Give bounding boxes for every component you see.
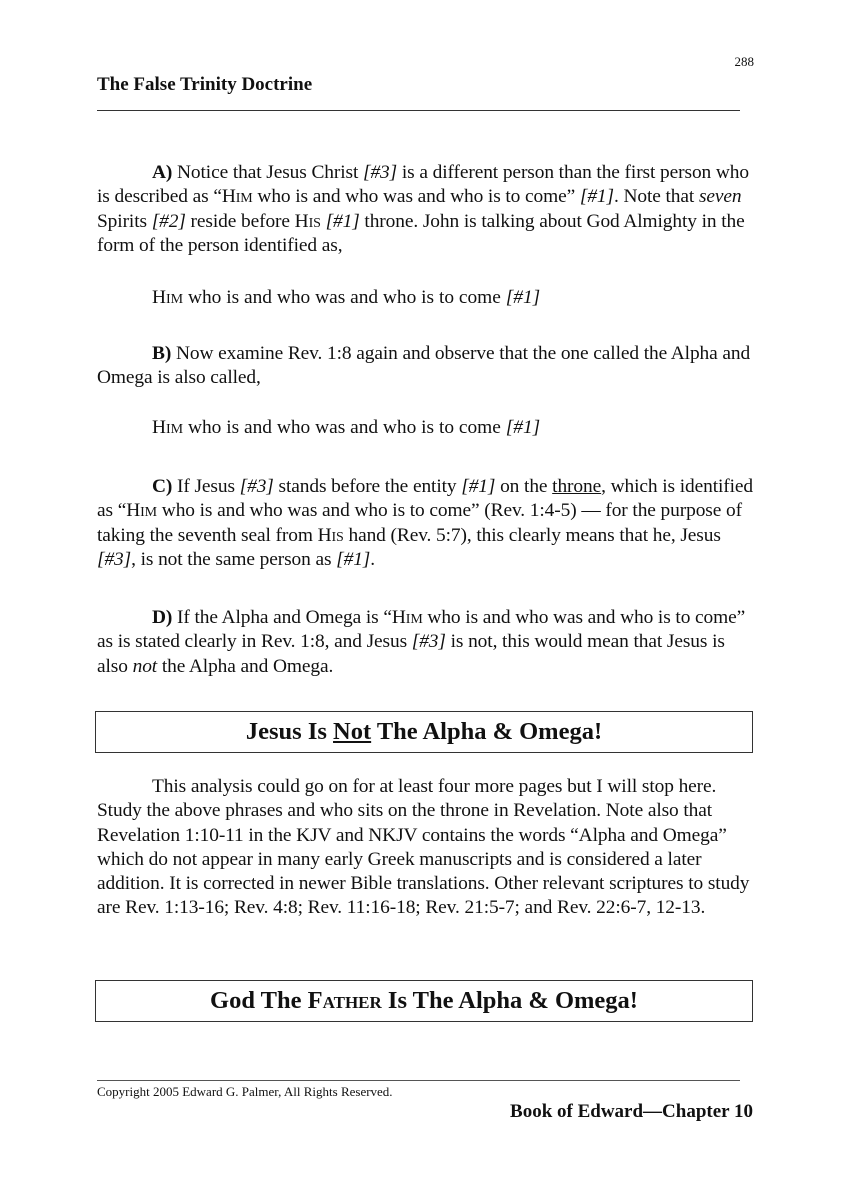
text: , which is identified as “ [97,476,754,522]
text: Spirits [97,210,152,232]
reference: [#1] [461,476,496,497]
paragraph-label: A) [152,162,173,183]
paragraph-a [97,161,757,258]
text: is a different person than the first person who is described as “ [97,162,749,208]
text: The Alpha & Omega! [371,718,603,745]
text: If the Alpha and Omega is “ [172,607,392,628]
text: who is and who was and who is to come” as is stated clearly in Rev. 1:8, and Jesus [97,607,746,653]
callout-box-jesus-not-alpha-omega [95,711,753,753]
text: on the [495,476,553,497]
reference: [#3] [411,631,446,653]
text: , is not the same person as [131,548,337,570]
reference: [#1] [325,210,360,232]
text: God The [210,987,308,1014]
page-number: 288 [734,54,754,69]
small-caps-text: Father [307,987,382,1014]
text: If Jesus [172,476,240,497]
text: the Alpha and Omega. [157,655,334,677]
text: . Note that [613,186,699,208]
paragraph-label: B) [152,343,172,364]
small-caps-text: Him [391,607,423,628]
reference: [#3] [363,162,398,183]
paragraph-b [97,342,757,391]
paragraph-analysis: This analysis could go on for at least four more pages but I will stop here. Study the above phrases and who sits on the throne in Revelation. Note also that Revelation 1:10-11 in the KJV and NKJV contains the words “Alpha and Omega” which do not appear in many early Greek manuscripts and is considered a later addition. It is corrected in newer Bible translations. Other relevant scriptures to study are Rev. 1:13-16; Rev. 4:8; Rev. 11:16-18; Rev. 21:5-7; and Rev. 22:6-7, 12-13. [97,776,750,919]
reference: [#1] [505,287,541,308]
paragraph-label: D) [152,607,173,628]
reference: [#3] [97,548,132,570]
text: stands before the entity [273,476,462,497]
paragraph-c [97,475,757,572]
text: reside before [185,210,295,232]
small-caps-text: His [294,210,321,232]
small-caps-text: His [317,524,344,546]
text: Jesus Is [245,718,334,745]
text: Notice that Jesus Christ [172,162,364,183]
paragraph-d [97,606,757,679]
reference: [#1] [505,417,541,438]
small-caps-text: Him [152,417,184,438]
copyright-notice: Copyright 2005 Edward G. Palmer, All Rights Reserved. [97,1084,393,1099]
callout-box-father-alpha-omega [95,980,753,1022]
emphasis: not [132,655,158,677]
text: who is and who was and who is to come” [252,186,580,208]
header-divider [97,110,740,111]
reference: [#2] [151,210,186,232]
running-footer-chapter: Book of Edward—Chapter 10 [510,1101,753,1122]
quote-2 [152,416,540,440]
reference: [#3] [239,476,274,497]
small-caps-text: Him [152,287,184,308]
reference: [#1] [336,548,371,570]
text: is not, this would mean that Jesus is also [97,631,725,677]
emphasis: seven [698,186,742,208]
text: . [370,548,376,570]
text: who is and who was and who is to come” (Rev. 1:4-5) — for the purpose of taking the seventh seal from [97,500,742,546]
text: who is and who was and who is to come [183,417,506,438]
underlined-text: Not [333,718,372,745]
text: Is The Alpha & Omega! [381,987,638,1014]
small-caps-text: Him [126,500,158,522]
underlined-text: throne [552,476,602,497]
quote-1 [152,286,540,310]
small-caps-text: Him [221,186,253,208]
reference: [#1] [579,186,614,208]
running-header-title: The False Trinity Doctrine [97,74,313,95]
text: Now examine Rev. 1:8 again and observe that the one called the Alpha and Omega is also called, [97,343,751,389]
paragraph-label: C) [152,476,173,497]
text: hand (Rev. 5:7), this clearly means that he, Jesus [343,524,721,546]
text: throne. John is talking about God Almighty in the form of the person identified as, [97,210,745,256]
footer-divider [97,1080,740,1081]
text: who is and who was and who is to come [183,287,506,308]
